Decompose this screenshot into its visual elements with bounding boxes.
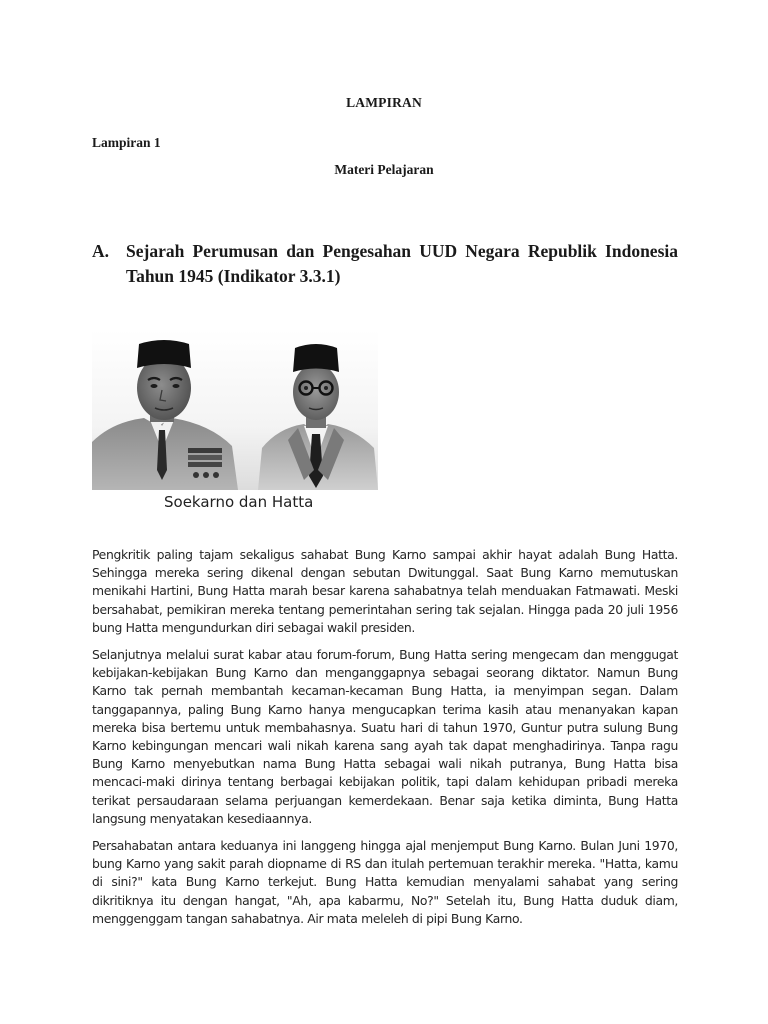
section-heading (92, 239, 678, 289)
document-title: LAMPIRAN (346, 95, 422, 110)
figure-caption: Soekarno dan Hatta (164, 493, 314, 511)
document-subtitle: Materi Pelajaran (334, 162, 434, 177)
section-heading-text: Sejarah Perumusan dan Pengesahan UUD Negara Republik Indonesia Tahun 1945 (Indikator 3.3.1) (126, 241, 678, 286)
paragraph-1: Pengkritik paling tajam sekaligus sahabat Bung Karno sampai akhir hayat adalah Bung Hatta. Sehingga mereka sering dikenal dengan sebutan Dwitunggal. Saat Bung Karno memutuskan menikahi Hartini, Bung Hatta marah besar karena sahabatnya telah menduakan Fatmawati. Meski bersahabat, pemikiran mereka tentang pemerintahan sering tak sejalan. Hingga pada 20 juli 1956 bung Hatta mengundurkan diri sebagai wakil presiden. (92, 547, 678, 635)
portrait-photo (92, 330, 378, 490)
right-figure (258, 344, 378, 490)
paragraph-2: Selanjutnya melalui surat kabar atau forum-forum, Bung Hatta sering mengecam dan menggugat kebijakan-kebijakan Bung Karno dan menganggapnya sebagai seorang diktator. Namun Bung Karno tak pernah membantah kecaman-kecaman Bung Hatta, ia menyimpan segan. Dalam tanggapannya, paling Bung Karno hanya mengucapkan terima kasih atau menanyakan kapan mereka bisa bertemu untuk membahasnya. Suatu hari di tahun 1970, Guntur putra sulung Bung Karno kebingungan mencari wali nikah karena sang ayah tak dapat menghadirinya. Tanpa ragu Bung Karno menyebutkan nama Bung Hatta sebagai wali nikah putranya, Bung Hatta bisa mencaci-maki dirinya tentang berbagai kebijakan politik, tapi dalam kehidupan pribadi mereka terikat persaudaraan selama perjuangan kemerdekaan. Benar saja ketika diminta, Bung Hatta langsung menyatakan kesediaannya. (92, 647, 678, 826)
left-figure (92, 340, 238, 490)
body-text (92, 546, 678, 937)
portrait-illustration (92, 330, 378, 490)
appendix-label: Lampiran 1 (92, 135, 161, 150)
section-letter: A. (92, 241, 110, 261)
paragraph-3: Persahabatan antara keduanya ini langgeng hingga ajal menjemput Bung Karno. Bulan Juni 1970, bung Karno yang sakit parah diopname di RS dan itulah pertemuan terakhir mereka. "Hatta, kamu di sini?" kata Bung Karno terkejut. Bung Hatta kemudian menyalami sahabat yang sering dikritiknya itu dengan hangat, "Ah, apa kabarmu, No?" Setelah itu, Bung Hatta duduk diam, menggenggam tangan sahabatnya. Air mata meleleh di pipi Bung Karno. (92, 838, 678, 926)
